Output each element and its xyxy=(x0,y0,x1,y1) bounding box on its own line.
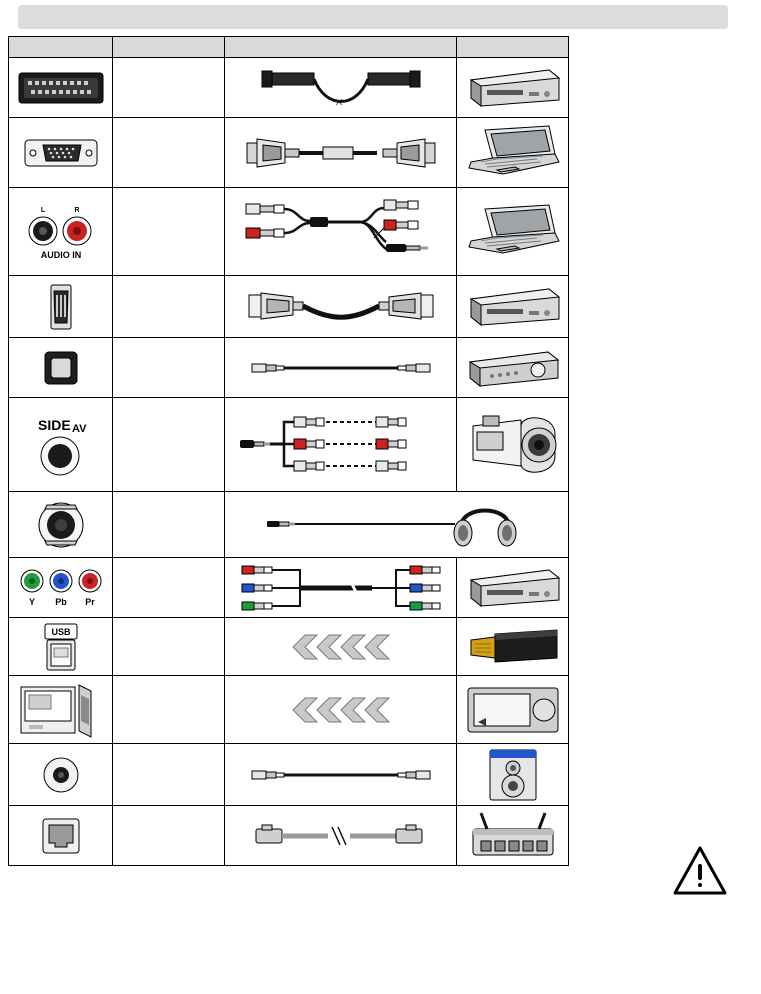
svg-text:AV: AV xyxy=(71,422,86,435)
side-av-connector-icon xyxy=(18,408,104,482)
table-row xyxy=(9,398,569,492)
table-header-row xyxy=(9,37,569,58)
connector-cell-vga xyxy=(9,118,113,188)
svg-text:USB: USB xyxy=(50,626,71,637)
svg-text:Pb: Pb xyxy=(54,596,67,607)
table-row xyxy=(9,118,569,188)
note-cell-headphone xyxy=(113,492,225,558)
svg-text:Pr: Pr xyxy=(84,596,95,607)
cable-cell-side-av xyxy=(225,398,457,492)
speaker-icon xyxy=(478,748,548,802)
spdif-optical-connector-icon xyxy=(39,346,83,390)
camcorder-icon xyxy=(463,404,563,486)
connector-cell-component xyxy=(9,558,113,618)
cable-cell-headphone xyxy=(225,492,569,558)
table-row xyxy=(9,276,569,338)
vga-connector-icon xyxy=(23,132,99,174)
note-cell-vga xyxy=(113,118,225,188)
spdif-cable-icon xyxy=(246,356,436,380)
lan-connector-icon xyxy=(37,813,85,859)
arrows-left-icon xyxy=(271,694,411,726)
connector-cell-lan xyxy=(9,806,113,866)
device-cell-vga xyxy=(457,118,569,188)
svg-text:R: R xyxy=(73,206,80,214)
scart-connector-icon xyxy=(18,69,104,107)
laptop-icon xyxy=(463,203,563,261)
dvd-player-icon xyxy=(465,66,561,110)
hdmi-connector-icon xyxy=(41,283,81,331)
note-cell-component xyxy=(113,558,225,618)
dvd-player-icon xyxy=(465,566,561,610)
cable-cell-spdif xyxy=(225,338,457,398)
table-row xyxy=(9,338,569,398)
audio-in-connector-icon xyxy=(21,200,101,264)
note-cell-side-av xyxy=(113,398,225,492)
table-row xyxy=(9,618,569,676)
device-cell-side-av xyxy=(457,398,569,492)
device-cell-subwoofer xyxy=(457,744,569,806)
cable-cell-lan xyxy=(225,806,457,866)
svg-text:Y: Y xyxy=(28,596,35,607)
note-cell-spdif xyxy=(113,338,225,398)
component-cable-icon xyxy=(236,560,446,616)
connector-cell-spdif xyxy=(9,338,113,398)
ci-slot-icon xyxy=(15,681,107,739)
note-cell-ci xyxy=(113,676,225,744)
table-row xyxy=(9,558,569,618)
top-banner xyxy=(18,5,728,29)
device-cell-hdmi xyxy=(457,276,569,338)
svg-text:SIDE: SIDE xyxy=(37,416,71,433)
audio-amplifier-icon xyxy=(464,348,562,388)
cable-cell-subwoofer xyxy=(225,744,457,806)
cable-cell-audio-in xyxy=(225,188,457,276)
vga-cable-icon xyxy=(241,129,441,177)
connector-cell-headphone xyxy=(9,492,113,558)
table-row xyxy=(9,492,569,558)
hdmi-cable-icon xyxy=(241,283,441,331)
svg-text:L: L xyxy=(40,206,45,214)
cable-cell-vga xyxy=(225,118,457,188)
device-cell-spdif xyxy=(457,338,569,398)
table-row xyxy=(9,58,569,118)
connector-cell-hdmi xyxy=(9,276,113,338)
usb-connector-icon xyxy=(37,622,85,672)
laptop-icon xyxy=(463,124,563,182)
headphone-connector-icon xyxy=(31,497,91,553)
device-cell-component xyxy=(457,558,569,618)
connector-cell-scart xyxy=(9,58,113,118)
cable-cell-ci xyxy=(225,676,457,744)
side-av-cable-icon xyxy=(236,408,446,482)
cable-cell-component xyxy=(225,558,457,618)
rca-cable-icon xyxy=(246,763,436,787)
component-connector-icon xyxy=(14,565,108,611)
table-row xyxy=(9,188,569,276)
svg-text:AUDIO IN: AUDIO IN xyxy=(40,249,81,260)
cable-cell-hdmi xyxy=(225,276,457,338)
pc-audio-cable-icon xyxy=(236,194,446,270)
lan-cable-icon xyxy=(246,821,436,851)
usb-flash-drive-icon xyxy=(465,624,561,670)
headphone-cable-icon xyxy=(247,497,547,553)
warning-triangle-icon xyxy=(672,845,728,897)
cable-cell-scart xyxy=(225,58,457,118)
note-cell-lan xyxy=(113,806,225,866)
arrows-left-icon xyxy=(271,631,411,663)
note-cell-scart xyxy=(113,58,225,118)
router-icon xyxy=(465,811,561,861)
header-cell-note xyxy=(113,37,225,58)
connector-cell-usb xyxy=(9,618,113,676)
table-row xyxy=(9,806,569,866)
note-cell-usb xyxy=(113,618,225,676)
table-row xyxy=(9,676,569,744)
connector-cell-audio-in xyxy=(9,188,113,276)
cable-cell-usb xyxy=(225,618,457,676)
device-cell-lan xyxy=(457,806,569,866)
header-cell-cable xyxy=(225,37,457,58)
device-cell-scart xyxy=(457,58,569,118)
connector-cell-ci xyxy=(9,676,113,744)
device-cell-ci xyxy=(457,676,569,744)
dvd-player-icon xyxy=(465,285,561,329)
header-cell-device xyxy=(457,37,569,58)
device-cell-audio-in xyxy=(457,188,569,276)
table-row xyxy=(9,744,569,806)
note-cell-subwoofer xyxy=(113,744,225,806)
rca-connector-icon xyxy=(33,750,89,800)
header-cell-connector xyxy=(9,37,113,58)
connector-cell-subwoofer xyxy=(9,744,113,806)
note-cell-hdmi xyxy=(113,276,225,338)
device-cell-usb xyxy=(457,618,569,676)
ci-module-icon xyxy=(464,682,562,738)
note-cell-audio-in xyxy=(113,188,225,276)
connectivity-table xyxy=(8,36,569,866)
connector-cell-side-av xyxy=(9,398,113,492)
scart-cable-icon xyxy=(256,65,426,111)
